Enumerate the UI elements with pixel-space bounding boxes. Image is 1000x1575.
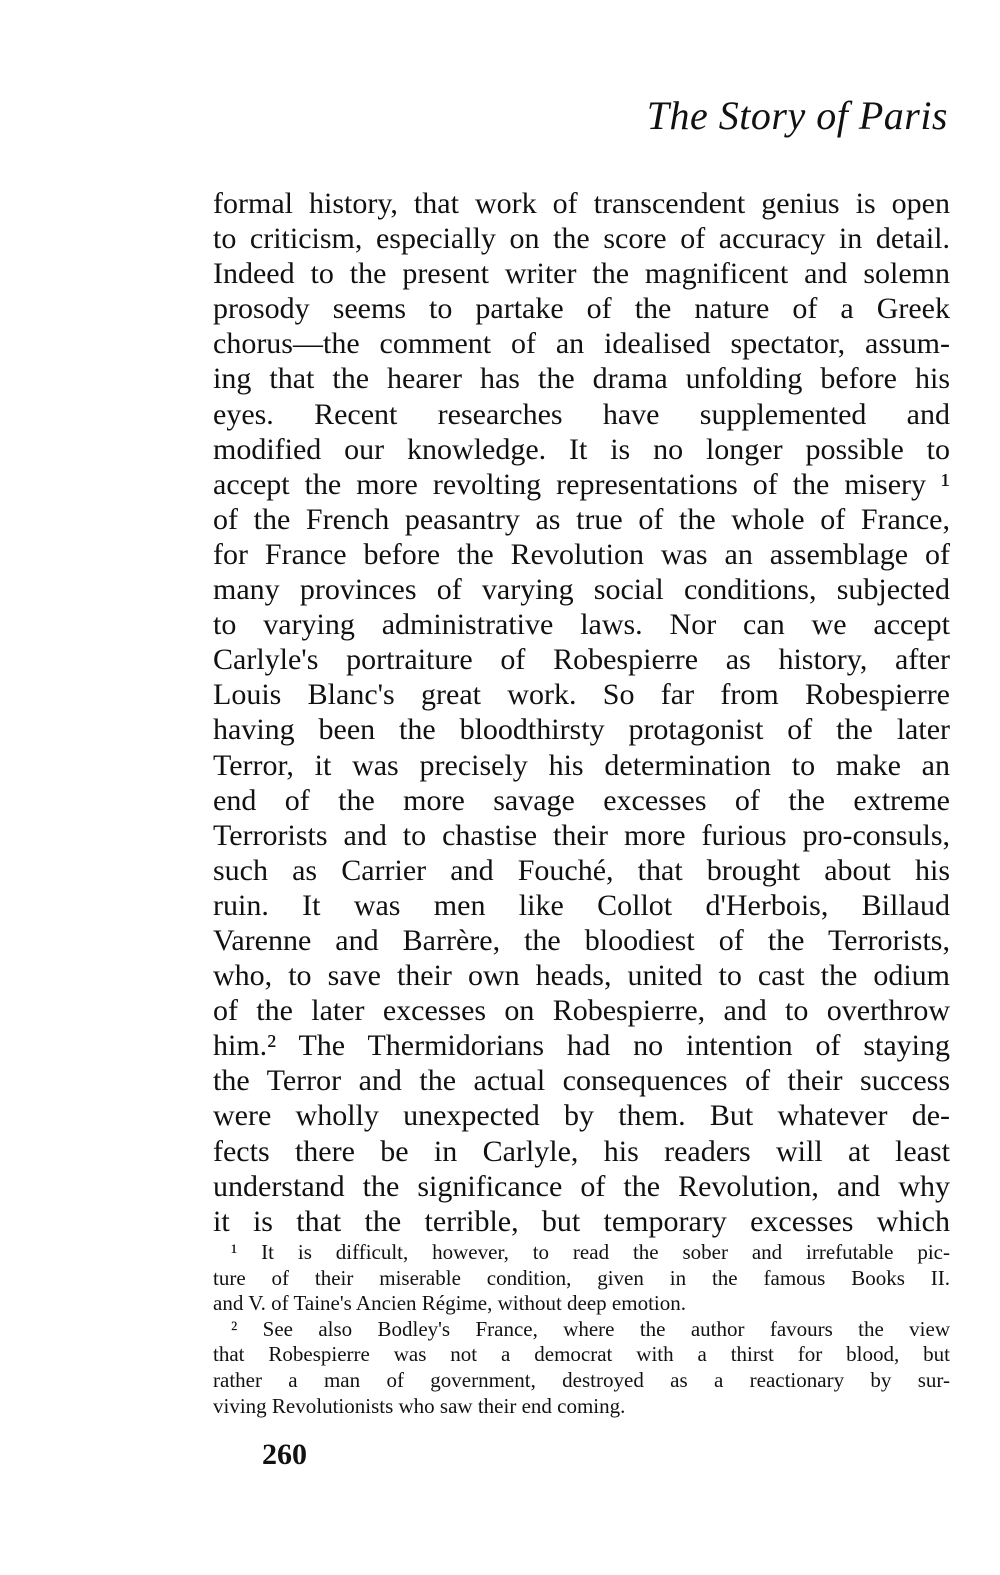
footnote-line: viving Revolutionists who saw their end coming. [213, 1393, 626, 1418]
body-line: to criticism, especially on the score of accuracy in detail. [213, 222, 950, 256]
footnote-1 [213, 1240, 950, 1317]
page-number: 260 [262, 1438, 307, 1471]
body-line: Terrorists and to chastise their more furious pro-consuls, [213, 818, 950, 852]
body-line: end of the more savage excesses of the extreme [213, 783, 950, 817]
body-line: fects there be in Carlyle, his readers will at least [213, 1134, 950, 1168]
body-line: ruin. It was men like Collot d'Herbois, Billaud [213, 888, 950, 922]
body-line: prosody seems to partake of the nature of a Greek [213, 292, 950, 326]
body-line: of the French peasantry as true of the whole of France, [213, 502, 950, 536]
footnote-2 [213, 1317, 950, 1419]
body-line: Indeed to the present writer the magnificent and solemn [213, 257, 950, 291]
body-line: formal history, that work of transcendent genius is open [213, 187, 950, 220]
footnote-line: that Robespierre was not a democrat with a thirst for blood, but [213, 1342, 950, 1367]
body-line: modified our knowledge. It is no longer possible to [213, 432, 950, 466]
body-line: who, to save their own heads, united to cast the odium [213, 959, 950, 993]
footnote-line: ture of their miserable condition, given in the famous Books II. [213, 1265, 950, 1290]
footnotes [213, 1240, 950, 1419]
footnote-line: ¹ It is difficult, however, to read the sober and irrefutable pic- [231, 1240, 950, 1264]
body-line: were wholly unexpected by them. But whatever de- [213, 1099, 950, 1133]
footnote-line: ² See also Bodley's France, where the author favours the view [231, 1316, 950, 1341]
body-line: of the later excesses on Robespierre, and to overthrow [213, 994, 950, 1028]
body-line: having been the bloodthirsty protagonist of the later [213, 713, 950, 747]
body-line: the Terror and the actual consequences of their success [213, 1064, 950, 1098]
footnote-line: rather a man of government, destroyed as a reactionary by sur- [213, 1367, 950, 1392]
body-line: Terror, it was precisely his determination to make an [213, 748, 950, 782]
running-head: The Story of Paris [646, 93, 948, 138]
body-line: to varying administrative laws. Nor can we accept [213, 608, 950, 642]
body-line: Louis Blanc's great work. So far from Robespierre [213, 678, 950, 712]
body-line: Carlyle's portraiture of Robespierre as history, after [213, 643, 950, 677]
body-line: such as Carrier and Fouché, that brought about his [213, 853, 950, 887]
body-line: many provinces of varying social conditions, subjected [213, 573, 950, 607]
body-line: ing that the hearer has the drama unfolding before his [213, 362, 950, 396]
body-line: him.² The Thermidorians had no intention of staying [213, 1029, 950, 1063]
body-line: accept the more revolting representations of the misery ¹ [213, 467, 950, 501]
footnote-line: and V. of Taine's Ancien Régime, without deep emotion. [213, 1291, 686, 1316]
body-line: for France before the Revolution was an assemblage of [213, 537, 950, 571]
body-line: it is that the terrible, but temporary excesses which [213, 1204, 950, 1238]
body-line: eyes. Recent researches have supplemented and [213, 397, 950, 431]
body-text [213, 186, 950, 1239]
body-line: chorus—the comment of an idealised spectator, assum- [213, 327, 950, 361]
body-line: understand the significance of the Revolution, and why [213, 1169, 950, 1203]
body-line: Varenne and Barrère, the bloodiest of the Terrorists, [213, 923, 950, 957]
